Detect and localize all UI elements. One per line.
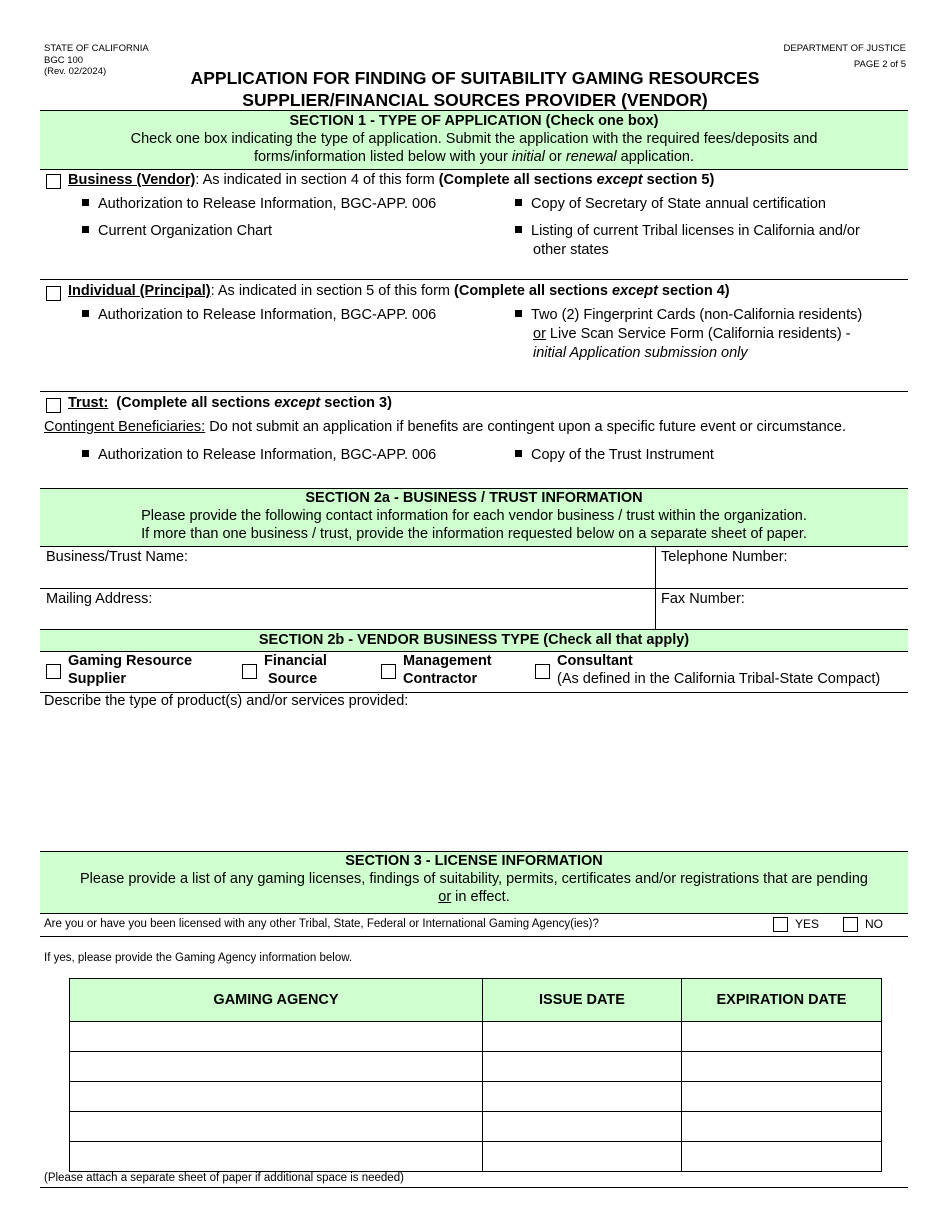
section1-header bbox=[40, 110, 908, 170]
section1-intro-a: Check one box indicating the type of application. Submit the application with the required fees/deposits and bbox=[130, 131, 818, 147]
table-cell[interactable] bbox=[70, 1112, 483, 1142]
list-item: Two (2) Fingerprint Cards (non-California residents) bbox=[515, 306, 862, 325]
page-number: PAGE 2 of 5 bbox=[853, 59, 906, 70]
licensed-no-checkbox[interactable] bbox=[843, 917, 858, 932]
section3-header bbox=[40, 851, 908, 914]
list-item-continuation: initial Application submission only bbox=[533, 345, 748, 361]
product-description-label: Describe the type of product(s) and/or services provided: bbox=[44, 693, 409, 709]
product-description-field[interactable] bbox=[41, 712, 907, 850]
table-cell[interactable] bbox=[682, 1022, 882, 1052]
business-name-field[interactable] bbox=[41, 546, 654, 588]
table-cell[interactable] bbox=[483, 1112, 682, 1142]
mailing-address-field[interactable] bbox=[41, 589, 654, 629]
form-revision: (Rev. 02/2024) bbox=[44, 66, 107, 77]
table-row bbox=[70, 1112, 882, 1142]
fax-label: Fax Number: bbox=[661, 591, 745, 607]
divider bbox=[40, 391, 908, 392]
table-cell[interactable] bbox=[70, 1052, 483, 1082]
list-item-continuation: or Live Scan Service Form (California residents) - bbox=[533, 326, 851, 342]
table-row bbox=[70, 1082, 882, 1112]
divider bbox=[40, 936, 908, 937]
table-cell[interactable] bbox=[483, 1022, 682, 1052]
list-item-continuation: other states bbox=[533, 242, 609, 258]
trust-checkbox[interactable] bbox=[46, 398, 61, 413]
table-cell[interactable] bbox=[70, 1142, 483, 1172]
mailing-address-label: Mailing Address: bbox=[46, 591, 153, 607]
table-cell[interactable] bbox=[682, 1112, 882, 1142]
section2a-line2: If more than one business / trust, provide the information requested below on a separate sheet of paper. bbox=[141, 526, 807, 542]
table-header-row bbox=[70, 979, 882, 1022]
table-row bbox=[70, 1022, 882, 1052]
divider bbox=[40, 279, 908, 280]
section2a-heading: SECTION 2a - BUSINESS / TRUST INFORMATION bbox=[305, 490, 643, 506]
section2a-line1: Please provide the following contact information for each vendor business / trust within the organization. bbox=[141, 508, 807, 524]
issue-date-header: ISSUE DATE bbox=[483, 979, 682, 1022]
list-item: Authorization to Release Information, BGC-APP. 006 bbox=[82, 195, 436, 214]
form-title-line2: SUPPLIER/FINANCIAL SOURCES PROVIDER (VENDOR) bbox=[242, 90, 708, 110]
list-item: Listing of current Tribal licenses in California and/or bbox=[515, 222, 860, 241]
table-cell[interactable] bbox=[70, 1022, 483, 1052]
business-vendor-option: Business (Vendor): As indicated in section 4 of this form (Complete all sections except section 5) bbox=[68, 172, 715, 188]
gaming-resource-supplier-label: Gaming Resource Supplier bbox=[68, 653, 193, 687]
footnote: (Please attach a separate sheet of paper if additional space is needed) bbox=[44, 1172, 404, 1184]
financial-source-checkbox[interactable] bbox=[242, 664, 257, 679]
section1-heading: SECTION 1 - TYPE OF APPLICATION (Check one box) bbox=[289, 113, 659, 129]
telephone-label: Telephone Number: bbox=[661, 549, 788, 565]
if-yes-instruction: If yes, please provide the Gaming Agency information below. bbox=[44, 952, 353, 964]
list-item: Copy of Secretary of State annual certification bbox=[515, 195, 826, 214]
individual-principal-checkbox[interactable] bbox=[46, 286, 61, 301]
section2b-heading: SECTION 2b - VENDOR BUSINESS TYPE (Check all that apply) bbox=[258, 632, 690, 648]
business-name-label: Business/Trust Name: bbox=[46, 549, 189, 565]
gaming-resource-supplier-checkbox[interactable] bbox=[46, 664, 61, 679]
licensed-no-label: NO bbox=[865, 917, 883, 931]
expiration-date-header: EXPIRATION DATE bbox=[682, 979, 882, 1022]
licensed-question: Are you or have you been licensed with any other Tribal, State, Federal or International Gaming Agency(ies)? bbox=[44, 918, 599, 930]
section2b-header bbox=[40, 629, 908, 652]
fax-field[interactable] bbox=[656, 589, 907, 629]
management-contractor-label: Management Contractor bbox=[403, 653, 492, 687]
table-cell[interactable] bbox=[682, 1052, 882, 1082]
list-item: Authorization to Release Information, BGC-APP. 006 bbox=[82, 446, 436, 465]
telephone-field[interactable] bbox=[656, 546, 907, 588]
licensed-yes-checkbox[interactable] bbox=[773, 917, 788, 932]
department-label: DEPARTMENT OF JUSTICE bbox=[783, 43, 906, 54]
table-cell[interactable] bbox=[483, 1082, 682, 1112]
list-item: Copy of the Trust Instrument bbox=[515, 446, 714, 465]
divider bbox=[40, 1187, 908, 1188]
form-number: BGC 100 bbox=[44, 55, 84, 66]
section3-line2: or in effect. bbox=[438, 889, 510, 905]
section3-line1: Please provide a list of any gaming licenses, findings of suitability, permits, certificates and/or registrations that are pending bbox=[80, 871, 868, 887]
section2a-header bbox=[40, 488, 908, 547]
table-cell[interactable] bbox=[483, 1142, 682, 1172]
individual-principal-option: Individual (Principal): As indicated in section 5 of this form (Complete all sections except section 4) bbox=[68, 283, 730, 299]
licensed-yes-label: YES bbox=[795, 917, 820, 931]
table-row bbox=[70, 1142, 882, 1172]
consultant-checkbox[interactable] bbox=[535, 664, 550, 679]
state-label: STATE OF CALIFORNIA bbox=[44, 43, 149, 54]
form-title-line1: APPLICATION FOR FINDING OF SUITABILITY GAMING RESOURCES bbox=[190, 68, 760, 88]
table-cell[interactable] bbox=[70, 1082, 483, 1112]
list-item: Current Organization Chart bbox=[82, 222, 272, 241]
financial-source-label: Financial Source bbox=[264, 653, 327, 687]
section1-intro-b: forms/information listed below with your initial or renewal application. bbox=[253, 149, 695, 165]
section3-heading: SECTION 3 - LICENSE INFORMATION bbox=[345, 853, 603, 869]
consultant-label: Consultant (As defined in the California Tribal-State Compact) bbox=[557, 653, 881, 687]
list-item: Authorization to Release Information, BGC-APP. 006 bbox=[82, 306, 436, 325]
table-cell[interactable] bbox=[682, 1142, 882, 1172]
table-cell[interactable] bbox=[483, 1052, 682, 1082]
table-row bbox=[70, 1052, 882, 1082]
gaming-agency-header: GAMING AGENCY bbox=[70, 979, 483, 1022]
table-cell[interactable] bbox=[682, 1082, 882, 1112]
gaming-agency-table bbox=[69, 978, 882, 1172]
trust-option: Trust: (Complete all sections except section 3) bbox=[68, 395, 392, 411]
business-vendor-checkbox[interactable] bbox=[46, 174, 61, 189]
contingent-beneficiaries-note: Contingent Beneficiaries: Do not submit an application if benefits are contingent upon a specific future event or circumstance. bbox=[44, 419, 846, 435]
management-contractor-checkbox[interactable] bbox=[381, 664, 396, 679]
